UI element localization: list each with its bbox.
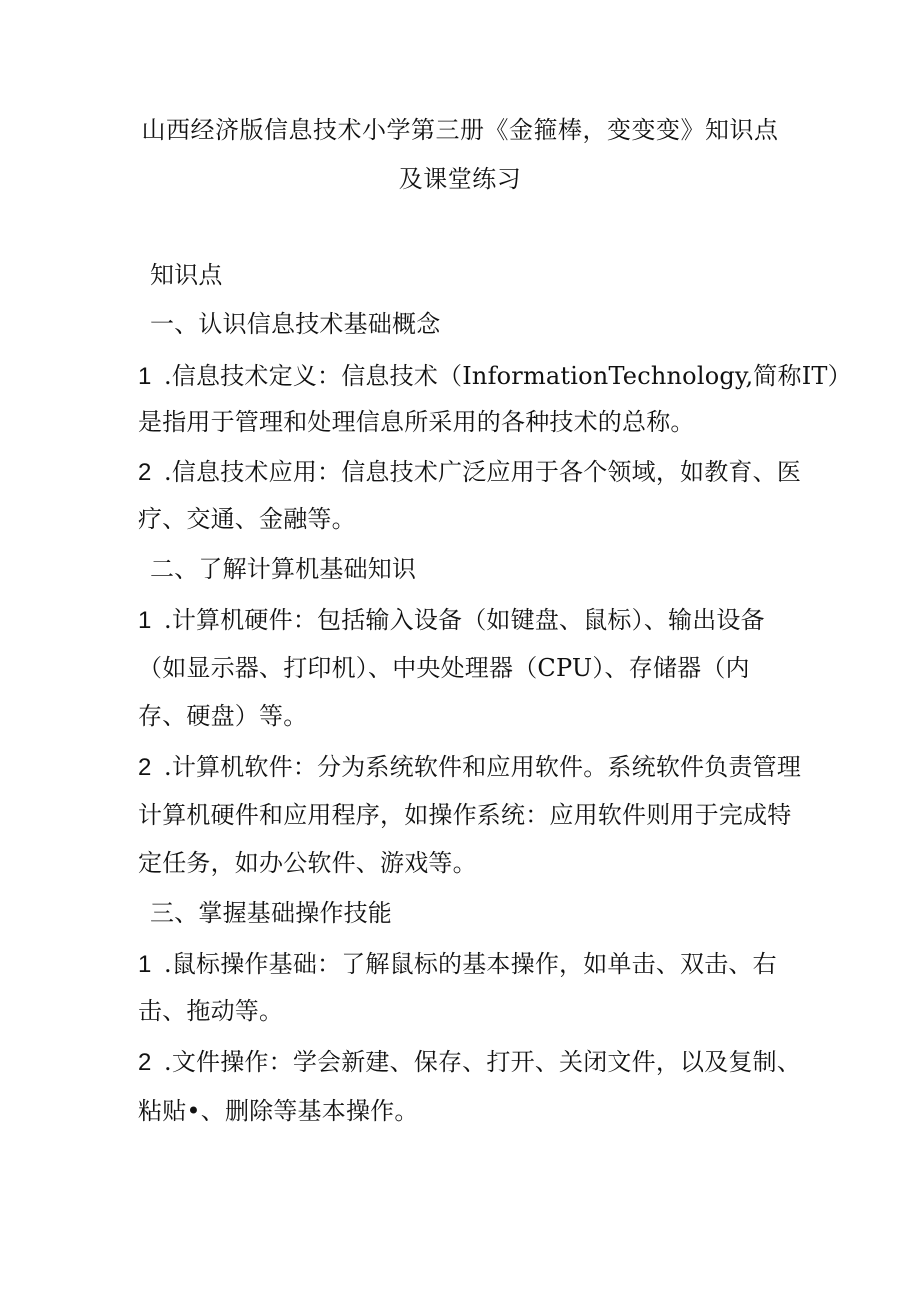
item-2-2-line-2: 计算机硬件和应用程序，如操作系统：应用软件则用于完成特 [138, 801, 792, 829]
section-label: 知识点 [150, 261, 223, 289]
item-text: .文件操作：学会新建、保存、打开、关闭文件，以及复制、 [164, 1048, 802, 1076]
heading-1: 一、认识信息技术基础概念 [150, 310, 441, 338]
heading-2: 二、了解计算机基础知识 [150, 555, 417, 583]
item-1-1-line-1 [138, 360, 852, 393]
item-2-1-line-2: （如显示器、打印机）、中央处理器（CPU）、存储器（内 [138, 654, 750, 682]
document-title-line-2: 及课堂练习 [398, 165, 522, 193]
item-2-1-line-1 [138, 604, 765, 637]
item-number: 1 [138, 951, 152, 978]
item-1-2-line-1 [138, 456, 801, 489]
item-3-2-line-1 [138, 1046, 801, 1079]
item-3-1-line-2: 击、拖动等。 [138, 997, 284, 1025]
item-3-2-line-2: 粘贴•、删除等基本操作。 [138, 1097, 419, 1125]
item-number: 1 [138, 363, 152, 390]
item-text: .计算机硬件：包括输入设备（如键盘、鼠标）、输出设备 [164, 606, 765, 634]
item-3-1-line-1 [138, 948, 777, 981]
item-2-2-line-1 [138, 751, 801, 784]
item-number: 2 [138, 1049, 152, 1076]
item-1-1-line-2: 是指用于管理和处理信息所采用的各种技术的总称。 [138, 408, 695, 436]
item-text: .鼠标操作基础：了解鼠标的基本操作，如单击、双击、右 [164, 950, 777, 978]
item-text: .信息技术定义：信息技术（InformationTechnology,简称IT） [164, 362, 852, 390]
item-text: .信息技术应用：信息技术广泛应用于各个领域，如教育、医 [164, 458, 802, 486]
item-2-1-line-3: 存、硬盘）等。 [138, 702, 308, 730]
item-2-2-line-3: 定任务，如办公软件、游戏等。 [138, 849, 477, 877]
item-number: 2 [138, 754, 152, 781]
heading-3: 三、掌握基础操作技能 [150, 899, 392, 927]
item-1-2-line-2: 疗、交通、金融等。 [138, 505, 356, 533]
item-text: .计算机软件：分为系统软件和应用软件。系统软件负责管理 [164, 753, 802, 781]
item-number: 1 [138, 607, 152, 634]
document-title-line-1: 山西经济版信息技术小学第三册《金箍棒，变变变》知识点 [141, 116, 779, 144]
item-number: 2 [138, 459, 152, 486]
